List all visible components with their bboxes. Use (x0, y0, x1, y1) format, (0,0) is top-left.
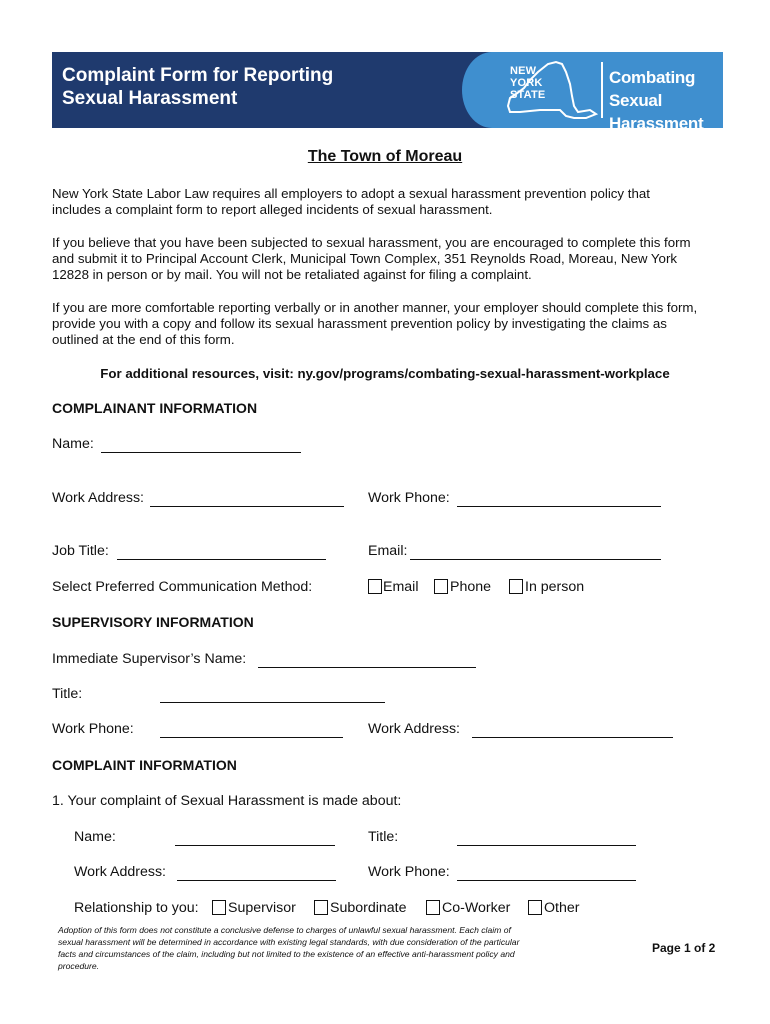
supervisor-title-field[interactable] (160, 702, 385, 703)
complainant-job-title-label: Job Title: (52, 543, 109, 559)
respondent-work-address-field[interactable] (177, 880, 336, 881)
relationship-subordinate-checkbox[interactable] (314, 900, 328, 915)
respondent-title-field[interactable] (457, 845, 636, 846)
header-banner (52, 52, 723, 128)
town-title: The Town of Moreau (307, 148, 463, 165)
complainant-work-address-label: Work Address: (52, 490, 144, 506)
complainant-work-phone-label: Work Phone: (368, 490, 450, 506)
intro-paragraph-2: If you believe that you have been subjected to sexual harassment, you are encouraged to complete this form and submit it to Principal Account Clerk, Municipal Town Complex, 351 Reynolds Road, Moreau, New York 12828 in person or by mail. You will not be retaliated against for filing a complaint. (52, 235, 691, 282)
intro-paragraph-1: New York State Labor Law requires all employers to adopt a sexual harassment prevention policy that includes a complaint form to report alleged incidents of sexual harassment. (52, 186, 650, 217)
legal-disclaimer: Adoption of this form does not constitute a conclusive defense to charges of unlawful sexual harassment. Each claim of sexual harassment will be determined in accordance with existing legal standards, with due consideration of the particular facts and circumstances of the claim, including but not limited to the existence of an effective anti-harassment policy and procedure. (58, 925, 520, 971)
supervisor-work-address-label: Work Address: (368, 721, 460, 737)
complainant-email-label: Email: (368, 543, 408, 559)
relationship-coworker-label: Co-Worker (442, 900, 511, 916)
complainant-heading: COMPLAINANT INFORMATION (52, 400, 258, 416)
relationship-supervisor-label: Supervisor (228, 900, 296, 916)
campaign-logo-text: Combating Sexual Harassment (609, 68, 704, 128)
logo-divider (601, 62, 603, 118)
supervisor-work-phone-field[interactable] (160, 737, 343, 738)
complaint-question-1: 1. Your complaint of Sexual Harassment is made about: (52, 793, 402, 809)
relationship-other-label: Other (544, 900, 580, 916)
ny-state-logo-text: NEW YORK STATE (510, 65, 546, 101)
respondent-title-label: Title: (368, 829, 399, 845)
respondent-work-phone-field[interactable] (457, 880, 636, 881)
relationship-other-checkbox[interactable] (528, 900, 542, 915)
complainant-job-title-field[interactable] (117, 559, 326, 560)
complainant-name-label: Name: (52, 436, 94, 452)
relationship-subordinate-label: Subordinate (330, 900, 407, 916)
supervisor-work-address-field[interactable] (472, 737, 673, 738)
form-title: Complaint Form for Reporting Sexual Harassment (62, 65, 334, 109)
complainant-work-address-field[interactable] (150, 506, 344, 507)
complainant-email-field[interactable] (410, 559, 661, 560)
method-phone-checkbox[interactable] (434, 579, 448, 594)
respondent-work-phone-label: Work Phone: (368, 864, 450, 880)
resources-link[interactable]: For additional resources, visit: ny.gov/programs/combating-sexual-harassment-workplace (100, 366, 670, 381)
relationship-coworker-checkbox[interactable] (426, 900, 440, 915)
relationship-supervisor-checkbox[interactable] (212, 900, 226, 915)
method-in-person-checkbox[interactable] (509, 579, 523, 594)
method-email-checkbox[interactable] (368, 579, 382, 594)
respondent-name-label: Name: (74, 829, 116, 845)
supervisor-name-label: Immediate Supervisor’s Name: (52, 651, 247, 667)
supervisor-name-field[interactable] (258, 667, 476, 668)
intro-paragraph-3: If you are more comfortable reporting verbally or in another manner, your employer should complete this form, provide you with a copy and follow its sexual harassment prevention policy by investigating the claims as outlined at the end of this form. (52, 300, 698, 347)
complainant-name-field[interactable] (101, 452, 301, 453)
method-email-label: Email (383, 579, 419, 595)
supervisor-title-label: Title: (52, 686, 83, 702)
method-in-person-label: In person (525, 579, 585, 595)
complaint-heading: COMPLAINT INFORMATION (52, 757, 237, 773)
supervisory-heading: SUPERVISORY INFORMATION (52, 614, 254, 630)
page-number: Page 1 of 2 (652, 941, 716, 955)
respondent-name-field[interactable] (175, 845, 335, 846)
complainant-work-phone-field[interactable] (457, 506, 661, 507)
supervisor-work-phone-label: Work Phone: (52, 721, 134, 737)
communication-method-label: Select Preferred Communication Method: (52, 579, 313, 595)
method-phone-label: Phone (450, 579, 492, 595)
respondent-work-address-label: Work Address: (74, 864, 166, 880)
relationship-label: Relationship to you: (74, 900, 199, 916)
